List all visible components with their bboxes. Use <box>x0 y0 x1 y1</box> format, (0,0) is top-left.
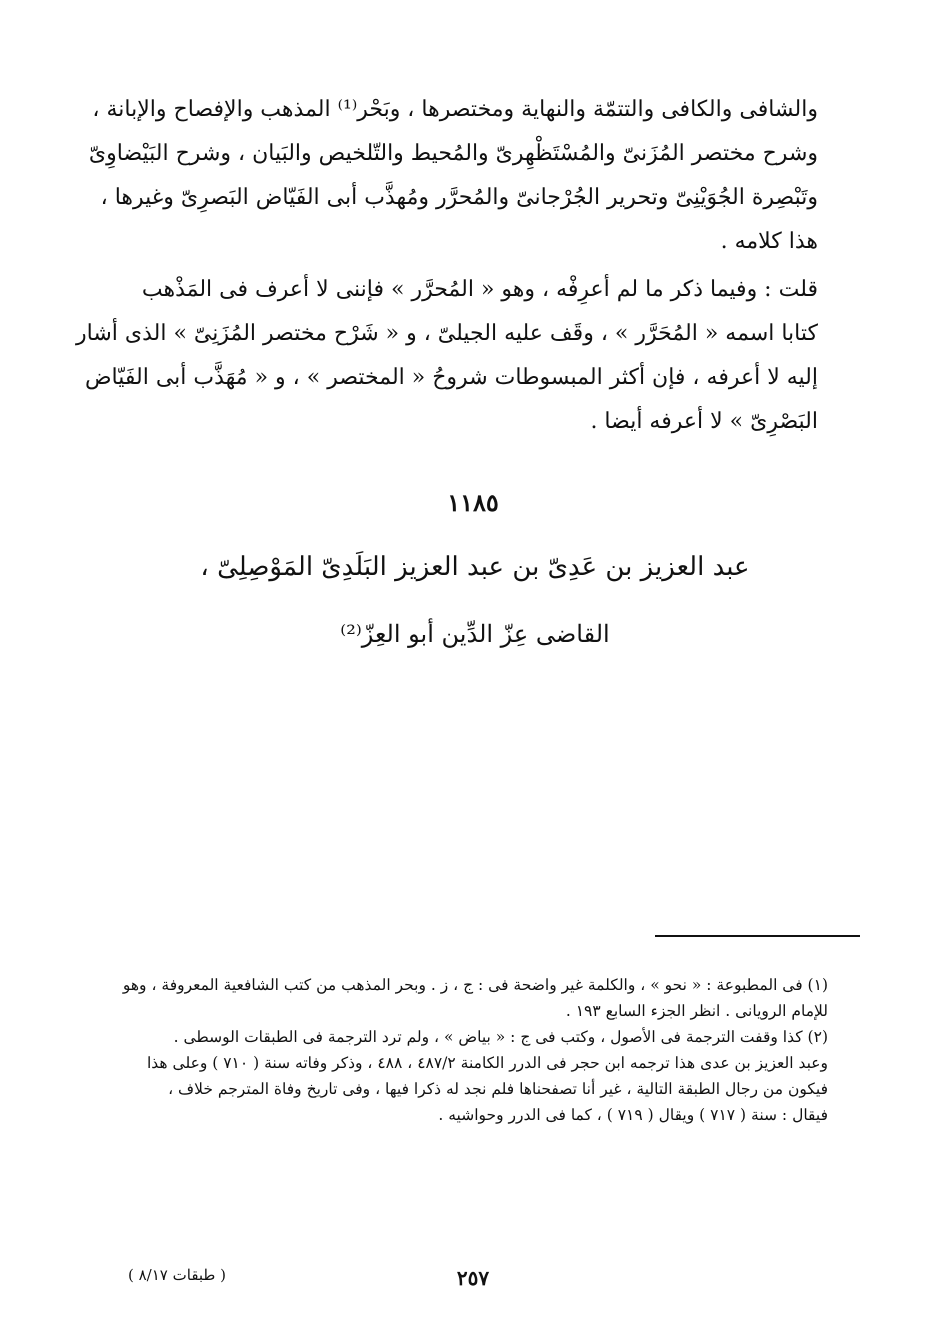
footnote-line: للإمام الرويانى . انظر الجزء السابع ١٩٣ . <box>565 1002 828 1020</box>
paragraph-2-line: البَصْرِىّ » لا أعرفه أيضا . <box>590 409 818 434</box>
footnote-line: (١) فى المطبوعة : « نحو » ، والكلمة غير واضحة فى : ج ، ز . وبحر المذهب من كتب الشافعية المعروفة ، وهو <box>122 976 828 994</box>
paragraph-2-line: قلت : وفيما ذكر ما لم أعرِفْه ، وهو « المُحرَّر » فإننى لا أعرف فى المَذْهب <box>141 277 818 302</box>
entry-name: عبد العزيز بن عَدِىّ بن عبد العزيز البَلَدِىّ المَوْصِلِىّ ، <box>200 552 750 582</box>
paragraph-1-line: والشافى والكافى والتتمّة والنهاية ومختصرها ، وبَحْر⁽¹⁾ المذهب والإفصاح والإبانة ، <box>92 97 818 122</box>
footnote-line: وعبد العزيز بن عدى هذا ترجمه ابن حجر فى الدرر الكامنة ٤٨٧/٢ ، ٤٨٨ ، وذكر وفاته سنة ( ٧١٠ ) وعلى هذا <box>146 1054 828 1072</box>
footnote-line: (٢) كذا وقفت الترجمة فى الأصول ، وكتب فى ج : « بياض » ، ولم ترد الترجمة فى الطبقات الوسطى . <box>173 1028 828 1046</box>
footnotes <box>122 972 828 1128</box>
paragraph-1-line: وتَبْصِرة الجُوَيْنِىّ وتحرير الجُرْجانىّ والمُحرَّر ومُهذَّب أبى الفَيّاض البَصرِىّ وغيرها ، <box>100 185 818 210</box>
footnote-divider <box>655 935 860 937</box>
paragraph-1-line: هذا كلامه . <box>720 229 818 254</box>
paragraph-1-line: وشرح مختصر المُزَنىّ والمُسْتَظْهِرىّ والمُحيط والتّلخيص والبَيان ، وشرح البَيْضاوِىّ <box>88 141 818 166</box>
paragraph-2 <box>76 268 818 444</box>
paragraph-2-line: إليه لا أعرفه ، فإن أكثر المبسوطات شروحُ « المختصر » ، و « مُهَذَّب أبى الفَيّاض <box>84 365 818 390</box>
footnote-line: فيقال : سنة ( ٧١٧ ) ويقال ( ٧١٩ ) ، كما فى الدرر وحواشيه . <box>438 1106 828 1124</box>
paragraph-1 <box>88 88 818 264</box>
entry-title: القاضى عِزّ الدِّين أبو العِزّ⁽²⁾ <box>340 620 610 648</box>
page-number: ٢٥٧ <box>456 1266 490 1290</box>
paragraph-2-line: كتابا اسمه « المُحَرَّر » ، وقَف عليه الجيلىّ ، و « شَرْح مختصر المُزَنِىّ » الذى أشار <box>76 321 818 346</box>
entry-number: ١١٨٥ <box>447 488 499 517</box>
signature-mark: ( طبقات ٨/١٧ ) <box>128 1266 226 1284</box>
footnote-line: فيكون من رجال الطبقة التالية ، غير أنا تصفحناها فلم نجد له ذكرا فيها ، وفى تاريخ وفاة المترجم خلاف ، <box>168 1080 828 1098</box>
